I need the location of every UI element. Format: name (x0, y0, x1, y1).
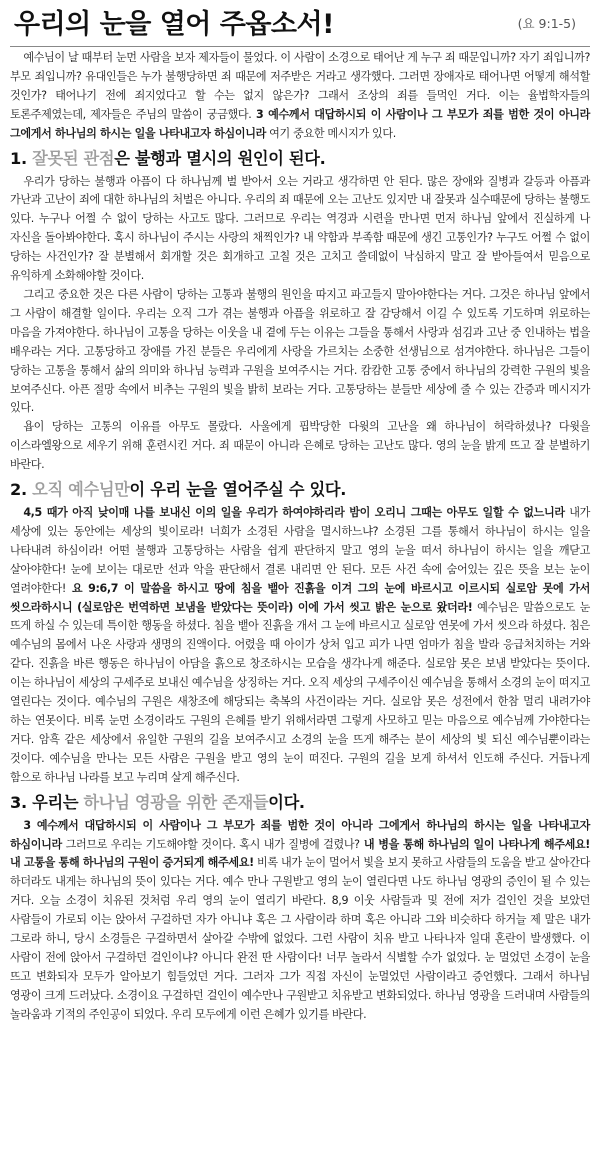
section-3-heading: 3. 우리는 하나님 영광을 위한 존재들이다. (10, 792, 305, 812)
section-3-verse: 3 예수께서 대답하시되 이 사람이나 그 부모가 죄를 범한 것이 아니라 그에게서 하나님의 하시는 일을 나타내고자 하심이니라 (10, 818, 590, 851)
intro-verse: 3 예수께서 대답하시되 이 사람이나 그 부모가 죄를 범한 것이 아니라 그에게서 하나님의 하시는 일을 나타내고자 하심이니라 (10, 107, 591, 140)
section-1-paragraph-2: 그리고 중요한 것은 다른 사람이 당하는 고통과 불행의 원인을 따지고 파고들지 말아야한다는 거다. 그것은 하나님 앞에서 그 사람이 해결할 일이다. 우리는 오직 그가 겪는 불행과 아픔을 위로하고 잘 감당해서 이길 수 있도록 기도하며 위로하는 마음을 가져야한다. 하나님이 고통을 당하는 이웃을 내 곁에 두는 이유는 그들을 통해서 사랑과 섬김과 고난 중 인내하는 법을 배우라는 거다. 고통당하고 장애를 가진 분들은 우리에게 사랑을 가르치는 소중한 선생님으로 섬겨야한다. 하나님은 그들이 당하는 고통을 통해서 삶의 의미와 하나님 능력과 구원을 보여주시는 거다. 캄캄한 고통 중에서 하나님의 강력한 구원의 빛을 보여주신다. 아픈 절망 속에서 비추는 구원의 빛을 밝히 보라는 거다. 고통당하는 분들만 세상에 줄 수 있는 간증과 메시지가 있다. (10, 287, 590, 415)
header (10, 0, 590, 46)
section-2-highlight: 오직 예수님만 (32, 480, 130, 500)
intro-paragraph: 예수님이 날 때부터 눈먼 사람을 보자 제자들이 물었다. 이 사람이 소경으로 태어난 게 누구 죄 때문입니까? 자기 죄입니까? 부모 죄입니까? 유대인들은 누가 불행당하면 죄 때문에 저주받은 거라고 생각했다. 그러면 장애자로 태어나면 어떻게 해석할 것인가? 태어나기 전에 죄지었다고 할 수는 없지 않은가? 그래서 조상의 죄를 들먹인 거다. 이는 율법학자들의 토론주제였는데, 제자들은 주님의 말씀이 궁금했다. 3 예수께서 대답하시되 이 사람이나 그 부모가 죄를 범한 것이 아니라 그에게서 하나님의 하시는 일을 나타내고자 하심이니라 여기 중요한 메시지가 있다. (10, 51, 591, 140)
section-3-prayer: 내 병을 통해 하나님의 일이 나타나게 해주세요! 내 고통을 통해 하나님의 구원이 증거되게 해주세요! (10, 837, 591, 870)
section-3-paragraph: 3 예수께서 대답하시되 이 사람이나 그 부모가 죄를 범한 것이 아니라 그에게서 하나님의 하시는 일을 나타내고자 하심이니라 그러므로 우리는 기도해야할 것이다. 혹시 내가 질병에 걸렸나? 내 병을 통해 하나님의 일이 나타나게 해주세요! 내 고통을 통해 하나님의 구원이 증거되게 해주세요! 비록 내가 눈이 멀어서 빛을 보지 못하고 사람들의 도움을 받고 살아간다 하더라도 내게는 하나님의 뜻이 있다는 거다. 예수 만나 구원받고 영의 눈이 열린다면 나도 하나님 영광의 증인이 될 수 있는 거다. 오늘 소경이 치유된 것처럼 우리 영의 눈이 열리기 바란다. 8,9 이웃 사람들과 및 전에 저가 걸인인 것을 보았던 사람들이 가로되 이는 앉아서 구걸하던 자가 아니냐 혹은 그 사람이라 하며 혹은 아니라 그와 비슷하다 하거늘 제 말은 내가 그로라 하니, 당시 소경들은 구걸하면서 살아갈 수밖에 없었다. 그런 사람이 치유 받고 나타나자 일대 혼란이 발생했다. 이 사람이 전에 앉아서 구걸하던 걸인이냐? 아니다 완전 딴 사람이다! 너무 놀라서 식별할 수가 없었다. 눈 멀었던 소경이 눈을 뜨고 변화되자 모두가 알아보기 힘들었던 거다. 그러자 그가 직접 자신이 눈멀었던 사람이라고 증언했다. 그래서 하나님 영광이 크게 드러났다. 소경이요 구걸하던 걸인이 예수만나 구원받고 치유받고 변화되었다. 하나님 영광을 드러내며 사람들의 놀라움과 기적의 주인공이 되었다. 우리 모두에게 이런 은혜가 있기를 바란다. (10, 818, 591, 1021)
section-1-heading: 1. 잘못된 관점은 불행과 멸시의 원인이 된다. (10, 148, 326, 168)
section-1-highlight: 잘못된 관점 (32, 148, 115, 168)
section-2-heading: 2. 오직 예수님만이 우리 눈을 열어주실 수 있다. (10, 480, 347, 500)
section-3-highlight: 하나님 영광을 위한 존재들 (83, 792, 269, 812)
section-2-paragraph: 4,5 때가 아직 낮이매 나를 보내신 이의 일을 우리가 하여야하리라 밤이 오리니 그때는 아무도 일할 수 없느니라 내가 세상에 있는 동안에는 세상의 빛이로라! 너희가 소경된 사람을 멸시하느냐? 소경된 그를 통해서 하나님이 하시는 일을 나타내려 하심이라! 어떤 불행과 고통당하는 사람을 쉽게 판단하지 말고 영의 눈을 떠서 하나님이 하시는 일을 깨닫고 살아야한다! 눈에 보이는 대로만 선과 악을 판단해서 결론 내리면 안 된다. 모든 사건 속에 숨어있는 깊은 뜻을 보는 눈이 열려야한다! 요 9:6,7 이 말씀을 하시고 땅에 침을 뱉아 진흙을 이겨 그의 눈에 바르시고 이르시되 실로암 못에 가서 씻으라하시니 (실로암은 번역하면 보냄을 받았다는 뜻이라) 이에 가서 씻고 밝은 눈으로 왔더라! 예수님은 말씀으로도 눈 뜨게 하실 수 있는데 특이한 행동을 하셨다. 침을 뱉아 진흙을 개서 그 눈에 바르시고 실로암 연못에 가서 씻으라 하셨다. 침은 예수님의 몸에서 나온 사랑과 생명의 진액이다. 어렸을 때 아이가 상처 입고 피가 나면 엄마가 침을 발라 응급처치하는 거와 같다. 진흙을 바른 행동은 하나님이 아담을 흙으로 창조하시는 모습을 생각나게 해준다. 실로암 못은 보냄 받았다는 뜻이다. 이는 하나님이 세상의 구세주로 보내신 예수님을 상징하는 거다. 오직 세상의 구세주이신 예수님을 통해서 소경의 눈이 떠지고 열린다는 것이다. 예수님의 구원은 새창조에 해당되는 축복의 사건이라는 거다. 실로암 못은 성전에서 한참 멀리 내려가야 하는 연못이다. 비록 눈먼 소경이라도 구원의 은혜를 받기 위해서라면 그렇게 사모하고 믿는 마음으로 예수님께 가야한다는 거다. 암흑 같은 세상에서 유일한 구원의 길을 보여주시고 소경의 눈을 뜨게 해주는 분이 세상의 빛 되신 예수님뿐이라는 것이다. 예수님을 만나는 모든 사람은 구원을 받고 영의 눈이 떠진다. 구원의 길을 보게 하셔서 인도해 주신다. 거듭나게 함으로 하나님 나라를 보고 누리며 살게 해주신다. (10, 506, 590, 784)
section-1-paragraph-1: 우리가 당하는 불행과 아픔이 다 하나님께 벌 받아서 오는 거라고 생각하면 안 된다. 많은 장애와 질병과 갈등과 아픔과 가난과 고난이 죄에 대한 하나님의 처벌은 아니다. 우리의 죄 때문에 오는 고난도 있지만 내 잘못과 실수때문에 당하는 불행도 있다. 누구나 어쩔 수 없이 당하는 사고도 많다. 그러므로 우리는 역경과 시련을 만나면 먼저 하나님 앞에서 진실하게 나 자신을 돌아봐야한다. 혹시 하나님이 주시는 사랑의 채찍인가? 내 약함과 부족함 때문에 생긴 고통인가? 누구도 어쩔 수 없이 당하는 사건인가? 잘 분별해서 회개할 것은 회개하고 고칠 것은 고치고 쓸데없이 낙심하지 말고 잘 받아들여서 믿음으로 유익하게 소화해야할 것이다. (10, 174, 590, 283)
title-divider (10, 46, 590, 47)
section-1-paragraph-3: 욥이 당하는 고통의 이유를 아무도 몰랐다. 사울에게 핍박당한 다윗의 고난을 왜 하나님이 허락하셨나? 다윗을 이스라엘왕으로 세우기 위해 훈련시킨 거다. 죄 때문이 아니라 은혜로 당하는 고난도 많다. 영의 눈을 밝게 뜨고 잘 분별하기 바란다. (10, 420, 590, 472)
page-title: 우리의 눈을 열어 주옵소서! (14, 9, 334, 40)
section-2-verse-1: 4,5 때가 아직 낮이매 나를 보내신 이의 일을 우리가 하여야하리라 밤이 오리니 그때는 아무도 일할 수 없느니라 (23, 506, 565, 520)
section-2-verse-2: 요 9:6,7 이 말씀을 하시고 땅에 침을 뱉아 진흙을 이겨 그의 눈에 바르시고 이르시되 실로암 못에 가서 씻으라하시니 (실로암은 번역하면 보냄을 받았다는 뜻이라) 이에 가서 씻고 밝은 눈으로 왔더라! (10, 581, 590, 614)
scripture-reference: (요 9:1-5) (517, 16, 576, 31)
